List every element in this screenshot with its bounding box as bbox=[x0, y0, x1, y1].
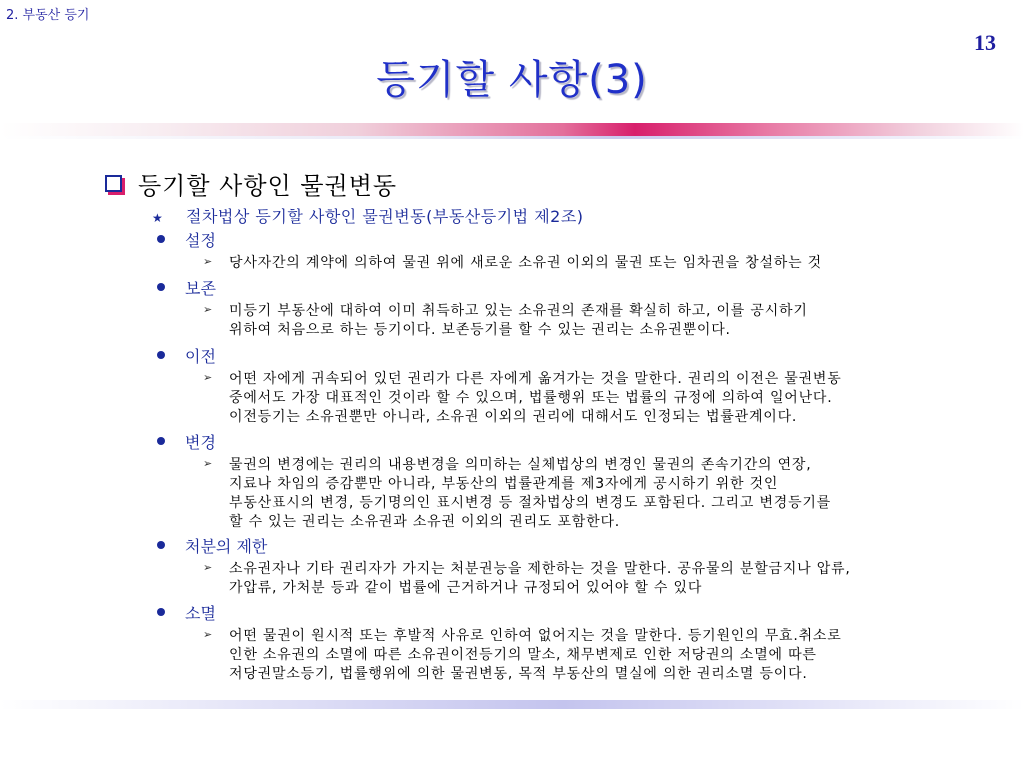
section-preservation bbox=[157, 276, 1017, 340]
checkbox-square-icon bbox=[105, 175, 122, 192]
bullet-dot-icon bbox=[157, 283, 165, 291]
arrow-bullet-icon: ➢ bbox=[203, 628, 213, 641]
main-heading bbox=[105, 166, 397, 201]
section-text: 물권의 변경에는 권리의 내용변경을 의미하는 실체법상의 변경인 물권의 존속기간의 연장, 지료나 차임의 증감뿐만 아니라, 부동산의 법률관계를 제3자에게 공시하기 위한 것인 부동산표시의 변경, 등기명의인 표시변경 등 절차법상의 변경도 포함된다. 그리고 변경등기를 할 수 있는 권리는 소유권과 소유권 이외의 권리도 포함한다. bbox=[229, 457, 832, 530]
section-text: 당사자간의 계약에 의하여 물권 위에 새로운 소유권 이외의 물권 또는 임차권을 창설하는 것 bbox=[229, 255, 822, 271]
section-text: 미등기 부동산에 대하여 이미 취득하고 있는 소유권의 존재를 확실히 하고, 이를 공시하기 위하여 처음으로 하는 등기이다. 보존등기를 할 수 있는 권리는 소유권뿐이다. bbox=[229, 303, 808, 338]
main-heading-text: 등기할 사항인 물권변동 bbox=[138, 172, 398, 200]
subheading bbox=[152, 204, 584, 227]
section-title: 소멸 bbox=[185, 603, 216, 623]
section-transfer bbox=[157, 344, 1017, 427]
bullet-dot-icon bbox=[157, 608, 165, 616]
arrow-bullet-icon: ➢ bbox=[203, 457, 213, 470]
decorative-band-top bbox=[0, 123, 1024, 136]
section-title: 보존 bbox=[185, 278, 216, 298]
subheading-text: 절차법상 등기할 사항인 물권변동(부동산등기법 제2조) bbox=[186, 207, 584, 226]
section-disposal-restriction bbox=[157, 534, 1017, 598]
section-text: 어떤 자에게 귀속되어 있던 권리가 다른 자에게 옮겨가는 것을 말한다. 권리의 이전은 물권변동 중에서도 가장 대표적인 것이라 할 수 있으며, 법률행위 또는 법률의 규정에 의하여 일어난다. 이전등기는 소유권뿐만 아니라, 소유권 이외의 권리에 대해서도 인정되는 법률관계이다. bbox=[229, 371, 842, 425]
arrow-bullet-icon: ➢ bbox=[203, 561, 213, 574]
bullet-dot-icon bbox=[157, 437, 165, 445]
decorative-band-top-secondary bbox=[0, 136, 1024, 139]
section-title: 변경 bbox=[185, 432, 216, 452]
section-extinction bbox=[157, 601, 1017, 684]
section-title: 처분의 제한 bbox=[185, 536, 268, 556]
bullet-dot-icon bbox=[157, 235, 165, 243]
star-icon: ★ bbox=[152, 211, 163, 225]
bullet-dot-icon bbox=[157, 541, 165, 549]
page-number: 13 bbox=[974, 30, 996, 55]
section-change bbox=[157, 430, 1017, 532]
section-setting bbox=[157, 228, 1017, 273]
section-title: 설정 bbox=[185, 230, 216, 250]
arrow-bullet-icon: ➢ bbox=[203, 371, 213, 384]
arrow-bullet-icon: ➢ bbox=[203, 255, 213, 268]
slide-title: 등기할 사항(3) bbox=[376, 57, 648, 103]
section-title: 이전 bbox=[185, 346, 216, 366]
decorative-band-bottom bbox=[0, 700, 1024, 709]
arrow-bullet-icon: ➢ bbox=[203, 303, 213, 316]
section-text: 소유권자나 기타 권리자가 가지는 처분권능을 제한하는 것을 말한다. 공유물의 분할금지나 압류, 가압류, 가처분 등과 같이 법률에 근거하거나 규정되어 있어야 할 수 있다 bbox=[229, 561, 851, 596]
section-text: 어떤 물권이 원시적 또는 후발적 사유로 인하여 없어지는 것을 말한다. 등기원인의 무효.취소로 인한 소유권의 소멸에 따른 소유권이전등기의 말소, 채무변제로 인한 저당권의 소멸에 따른 저당권말소등기, 법률행위에 의한 물권변동, 목적 부동산의 멸실에 의한 권리소멸 등이다. bbox=[229, 628, 842, 682]
section-label: 2. 부동산 등기 bbox=[6, 8, 90, 23]
bullet-dot-icon bbox=[157, 351, 165, 359]
